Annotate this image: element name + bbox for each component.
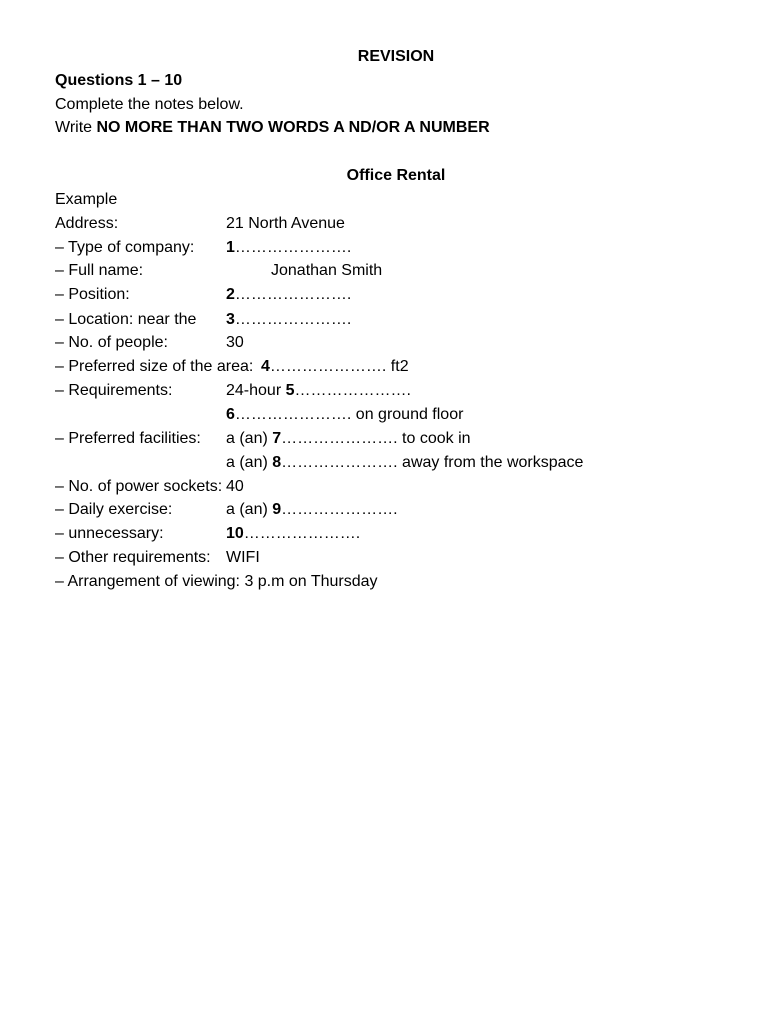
word-limit-instruction: Write NO MORE THAN TWO WORDS A ND/OR A NUMBER <box>55 119 490 136</box>
row-value-full-name: Jonathan Smith <box>271 262 383 279</box>
row-viewing-arrangement: – Arrangement of viewing: 3 p.m on Thursday <box>55 573 378 590</box>
row-value-address: 21 North Avenue <box>226 215 345 232</box>
answer-blank-3: 3…………………. <box>226 311 352 328</box>
document-title: REVISION <box>357 48 435 65</box>
answer-blank-7: a (an) 7…………………. to cook in <box>226 430 471 447</box>
notes-heading: Office Rental <box>346 167 446 184</box>
answer-blank-6: 6…………………. on ground floor <box>226 406 464 423</box>
answer-blank-5: 24-hour 5…………………. <box>226 382 411 399</box>
instruction-text: Complete the notes below. <box>55 96 244 113</box>
row-label-area-size: – Preferred size of the area: <box>55 358 254 375</box>
row-label-unnecessary: – unnecessary: <box>55 525 164 542</box>
row-label-position: – Position: <box>55 286 130 303</box>
answer-blank-10: 10…………………. <box>226 525 361 542</box>
questions-heading: Questions 1 – 10 <box>55 72 183 89</box>
row-label-full-name: – Full name: <box>55 262 144 279</box>
row-label-other-requirements: – Other requirements: <box>55 549 211 566</box>
row-label-facilities: – Preferred facilities: <box>55 430 201 447</box>
answer-blank-4: 4…………………. ft2 <box>261 358 409 375</box>
row-label-daily-exercise: – Daily exercise: <box>55 501 173 518</box>
answer-blank-2: 2…………………. <box>226 286 352 303</box>
answer-blank-8: a (an) 8…………………. away from the workspace <box>226 454 584 471</box>
row-label-location: – Location: near the <box>55 311 197 328</box>
row-label-power-sockets: – No. of power sockets: <box>55 478 223 495</box>
answer-blank-1: 1…………………. <box>226 239 352 256</box>
row-value-other-requirements: WIFI <box>226 549 260 566</box>
answer-blank-9: a (an) 9…………………. <box>226 501 398 518</box>
row-label-people: – No. of people: <box>55 334 168 351</box>
row-label-company-type: – Type of company: <box>55 239 195 256</box>
row-label-requirements: – Requirements: <box>55 382 173 399</box>
row-value-power-sockets: 40 <box>226 478 244 495</box>
row-label-address: Address: <box>55 215 119 232</box>
row-value-people: 30 <box>226 334 244 351</box>
example-label: Example <box>55 191 118 208</box>
